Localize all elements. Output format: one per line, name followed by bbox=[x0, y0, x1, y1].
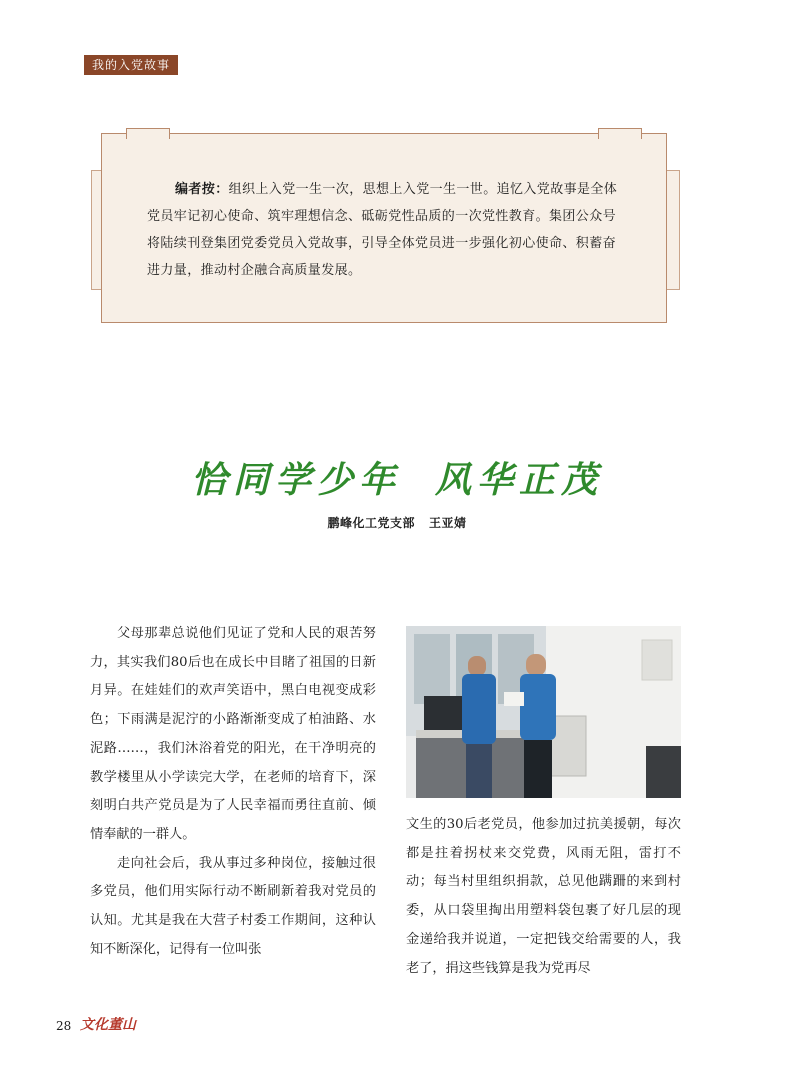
editor-note-label: 编者按： bbox=[175, 182, 229, 197]
article-title bbox=[0, 452, 794, 503]
editor-note-text: 组织上入党一生一次，思想上入党一生一世。追忆入党故事是全体党员牢记初心使命、筑牢理想信念、砥砺党性品质的一次党性教育。集团公众号将陆续刊登集团党委党员入党故事，引导全体党员进一步强化初心使命、积蓄奋进力量，推动村企融合高质量发展。 bbox=[147, 182, 618, 278]
byline bbox=[0, 514, 794, 531]
page-number: 28 bbox=[56, 1019, 72, 1033]
title-part-1: 恰同学少年 bbox=[190, 459, 401, 501]
magazine-logo: 文化董山 bbox=[80, 1017, 136, 1033]
article-column-right: 文生的30后老党员，他参加过抗美援朝，每次都是拄着拐杖来交党费，风雨无阻，雷打不动；每当村里组织捐款，总见他蹒跚的来到村委，从口袋里掏出用塑料袋包裹了好几层的现金递给我并说道，一定把钱交给需要的人，我老了，捐这些钱算是我为党再尽 bbox=[406, 817, 681, 976]
article-photo bbox=[406, 626, 681, 798]
title-part-2: 风华正茂 bbox=[435, 459, 604, 501]
byline-author: 王亚婧 bbox=[429, 516, 467, 530]
section-tag: 我的入党故事 bbox=[84, 55, 178, 75]
note-tab-right bbox=[598, 128, 642, 139]
office-photo-illustration bbox=[406, 626, 681, 798]
note-tab-left bbox=[126, 128, 170, 139]
paragraph-1: 父母那辈总说他们见证了党和人民的艰苦努力，其实我们80后也在成长中目睹了祖国的日新月异。在娃娃们的欢声笑语中，黑白电视变成彩色；下雨满是泥泞的小路渐渐变成了柏油路、水泥路……，我们沐浴着党的阳光，在干净明亮的教学楼里从小学读完大学，在老师的培育下，深刻明白共产党员是为了人民幸福而勇往直前、倾情奉献的一群人。 bbox=[90, 626, 376, 842]
byline-unit: 鹏峰化工党支部 bbox=[327, 516, 415, 530]
editor-note bbox=[147, 176, 627, 284]
paragraph-2: 走向社会后，我从事过多种岗位，接触过很多党员，他们用实际行动不断刷新着我对党员的认知。尤其是我在大营子村委工作期间，这种认知不断深化，记得有一位叫张 bbox=[90, 855, 376, 957]
editor-note-box bbox=[101, 133, 667, 323]
article-column-left bbox=[90, 620, 376, 964]
